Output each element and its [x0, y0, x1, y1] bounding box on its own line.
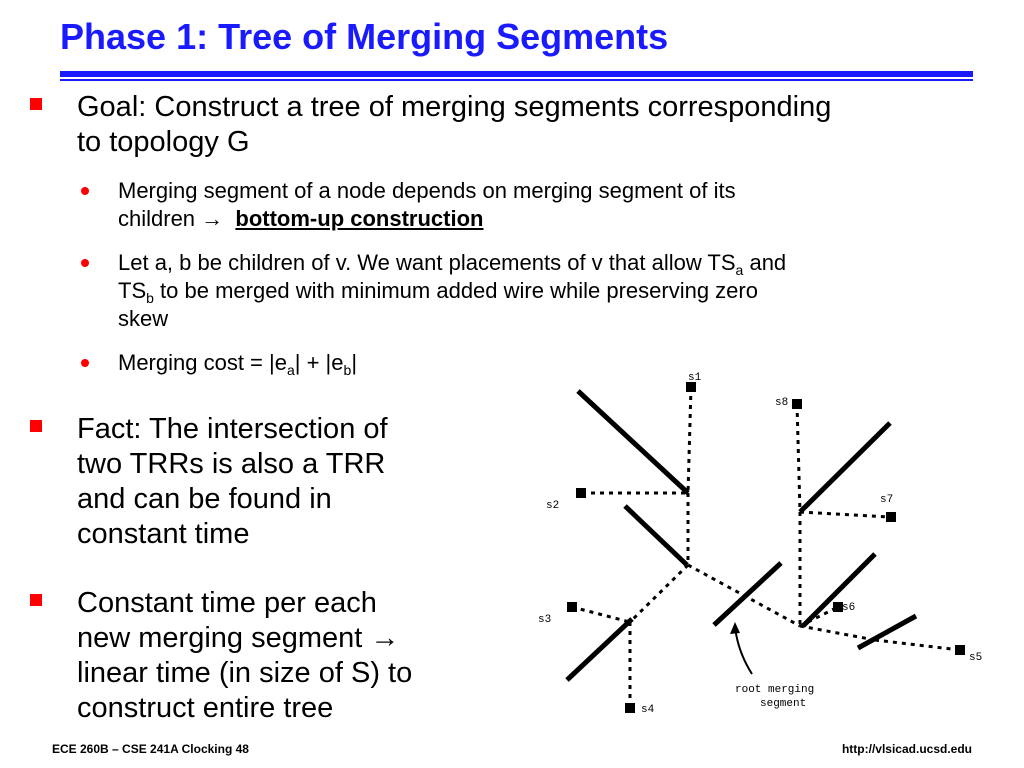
- subbullet-2-line1-text: Let a, b be children of v. We want placements of v that allow TS: [118, 250, 736, 275]
- bullet-fact-line1: Fact: The intersection of: [77, 413, 388, 445]
- annotation-text-line2: segment: [760, 698, 807, 710]
- sink-label: s1: [688, 372, 702, 384]
- merging-segment: [858, 616, 916, 648]
- cost-mid: | + |e: [294, 350, 344, 375]
- sink-label: s8: [775, 397, 789, 409]
- subscript-a: a: [286, 362, 295, 378]
- subbullet-2-line2-ts: TS: [118, 278, 147, 303]
- subbullet-2-line3: skew: [118, 306, 169, 331]
- sink-s2-marker: [576, 488, 586, 498]
- sink-label: s5: [969, 652, 983, 664]
- wire: [800, 512, 890, 517]
- footer-left: ECE 260B – CSE 241A Clocking 48: [52, 742, 249, 756]
- bullet-fact-line2: two TRRs is also a TRR: [77, 448, 386, 480]
- right-arrow-icon: →: [201, 206, 224, 231]
- merging-segment: [803, 554, 875, 626]
- merging-segment: [567, 619, 632, 680]
- footer-right: http://vlsicad.ucsd.edu: [841, 742, 972, 756]
- annotation-pointer: [735, 627, 752, 674]
- subscript-b: b: [343, 362, 352, 378]
- wire: [572, 607, 630, 622]
- sink-label: s3: [538, 614, 552, 626]
- bullet-constant-line4: construct entire tree: [77, 692, 334, 724]
- bullet-fact-line3: and can be found in: [77, 483, 332, 515]
- merging-segment: [800, 423, 890, 512]
- sink-label: s2: [546, 500, 560, 512]
- sink-s5-marker: [955, 645, 965, 655]
- bullet-constant-line1: Constant time per each: [77, 587, 377, 619]
- sink-label: s6: [842, 602, 856, 614]
- bullet-fact-line4: constant time: [77, 518, 250, 550]
- sink-s3-marker: [567, 602, 577, 612]
- wire: [630, 565, 688, 622]
- subbullet-1-line1: Merging segment of a node depends on merging segment of its: [118, 178, 736, 203]
- subscript-b: b: [146, 290, 154, 306]
- bullet-goal-line2: to topology G: [77, 126, 250, 158]
- merging-segment: [625, 506, 687, 565]
- subbullet-1-children: children: [118, 206, 196, 231]
- wire: [688, 387, 691, 493]
- wire: [875, 640, 960, 650]
- bullet-constant-line3: linear time (in size of S) to: [77, 657, 413, 689]
- sink-s7-marker: [886, 512, 896, 522]
- bullet-goal-line1: Goal: Construct a tree of merging segments corresponding: [77, 91, 832, 123]
- right-arrow-icon: →: [370, 622, 400, 654]
- bullet-constant-line2-text: new merging segment: [77, 622, 371, 654]
- sink-s8-marker: [792, 399, 802, 409]
- annotation-text-line1: root merging: [735, 684, 815, 696]
- cost-prefix: Merging cost = |e: [118, 350, 287, 375]
- subbullet-2-line1-suffix: and: [743, 250, 787, 275]
- cost-suffix: |: [351, 350, 358, 375]
- subbullet-2-line2-text: to be merged with minimum added wire while preserving zero: [153, 278, 758, 303]
- wire: [797, 404, 800, 512]
- sink-s4-marker: [625, 703, 635, 713]
- merging-segment: [578, 391, 688, 493]
- slide-title: Phase 1: Tree of Merging Segments: [60, 16, 669, 57]
- wire: [688, 565, 800, 626]
- arrowhead-icon: [730, 622, 740, 634]
- subscript-a: a: [735, 262, 744, 278]
- bottom-up-construction-text: bottom-up construction: [235, 206, 484, 231]
- sink-label: s4: [641, 704, 655, 716]
- sink-label: s7: [880, 494, 894, 506]
- root-merging-segment: [714, 563, 781, 625]
- wire: [800, 626, 875, 640]
